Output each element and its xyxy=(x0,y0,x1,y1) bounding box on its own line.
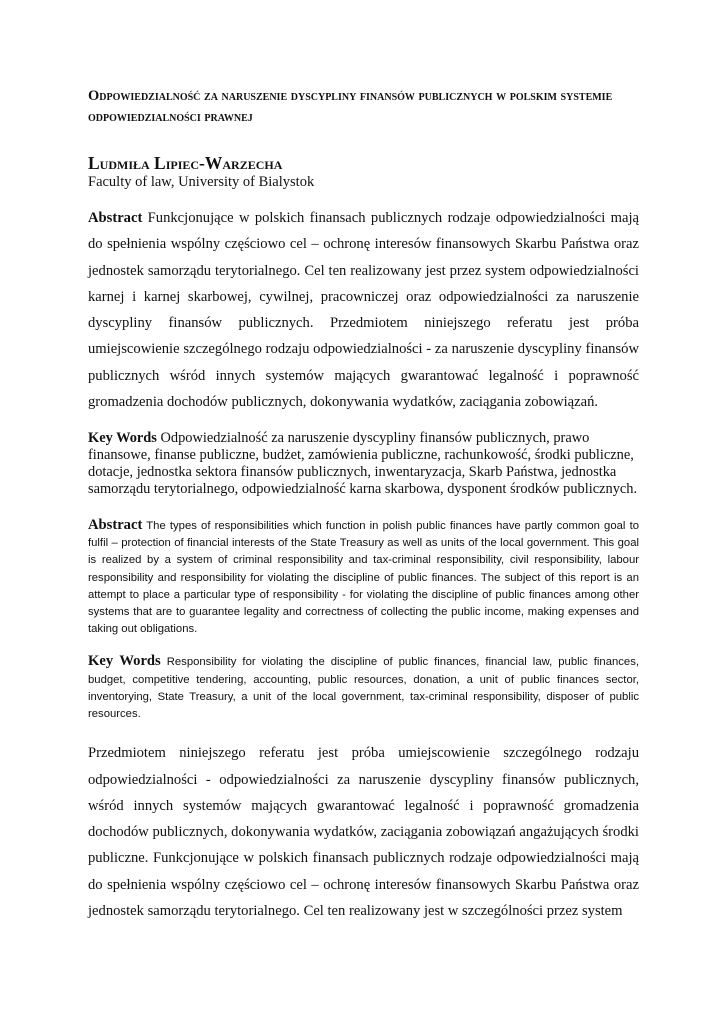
body-paragraph: Przedmiotem niniejszego referatu jest próba umiejscowienie szczególnego rodzaju odpowiedzialności - odpowiedzialności za naruszenie dyscypliny finansów publicznych, wśród innych systemów mających gwarantować legalność i poprawność gromadzenia dochodów publicznych, dokonywania wydatków, zaciągania zobowiązań angażujących środki publiczne. Funkcjonujące w polskich finansach publicznych rodzaje odpowiedzialności mają do spełnienia wspólny częściowo cel – ochronę interesów finansowych Skarbu Państwa oraz jednostek samorządu terytorialnego. Cel ten realizowany jest w szczególności przez system xyxy=(88,745,639,919)
keywords-polish xyxy=(88,430,639,498)
abstract-english xyxy=(88,517,639,638)
author-name: Ludmiła Lipiec-Warzecha xyxy=(88,153,283,173)
author-affiliation: Faculty of law, University of Bialystok xyxy=(88,174,315,190)
abstract-polish-text: Funkcjonujące w polskich finansach publicznych rodzaje odpowiedzialności mają do spełnienia wspólny częściowo cel – ochronę interesów finansowych Skarbu Państwa oraz jednostek samorządu terytorialnego. Cel ten realizowany jest przez system odpowiedzialności karnej i karnej skarbowej, cywilnej, pracowniczej oraz odpowiedzialności za naruszenie dyscypliny finansów publicznych. Przedmiotem niniejszego referatu jest próba umiejscowienie szczególnego rodzaju odpowiedzialności - za naruszenie dyscypliny finansów publicznych wśród innych systemów mających gwarantować legalność i poprawność gromadzenia dochodów publicznych, dokonywania wydatków, zaciągania zobowiązań. xyxy=(88,210,639,411)
abstract-english-text: The types of responsibilities which function in polish public finances have partly common goal to fulfil – protection of financial interests of the State Treasury as well as units of the local government. This goal is realized by a system of criminal responsibility and tax-criminal responsibility, civil responsibility, labour responsibility and responsibility for violating the discipline of public finances. The subject of this report is an attempt to place a particular type of responsibility - for violating the discipline of public finances among other systems that are to guarantee legality and correctness of collecting the public income, making expenses and taking out obligations. xyxy=(88,519,639,636)
keywords-english-text: Responsibility for violating the discipline of public finances, financial law, public finances, budget, competitive tendering, accounting, public resources, donation, a unit of public finances sector, inventorying, State Treasury, a unit of the local government, tax-criminal responsibility, disposer of public resources. xyxy=(88,656,639,720)
keywords-english xyxy=(88,653,639,723)
abstract-polish xyxy=(88,205,639,415)
paper-title: Odpowiedzialność za naruszenie dyscypliny finansów publicznych w polskim systemie odpowiedzialności prawnej xyxy=(88,88,613,125)
abstract-polish-label: Abstract xyxy=(88,210,143,226)
keywords-polish-text: Odpowiedzialność za naruszenie dyscypliny finansów publicznych, prawo finansowe, finanse publiczne, budżet, zamówienia publiczne, rachunkowość, środki publiczne, dotacje, jednostka sektora finansów publicznych, inwentaryzacja, Skarb Państwa, jednostka samorządu terytorialnego, odpowiedzialność karna skarbowa, dysponent środków publicznych. xyxy=(88,429,638,497)
keywords-english-label: Key Words xyxy=(88,653,161,670)
keywords-polish-label: Key Words xyxy=(88,429,157,446)
abstract-english-label: Abstract xyxy=(88,516,143,533)
paper-content xyxy=(88,86,639,939)
